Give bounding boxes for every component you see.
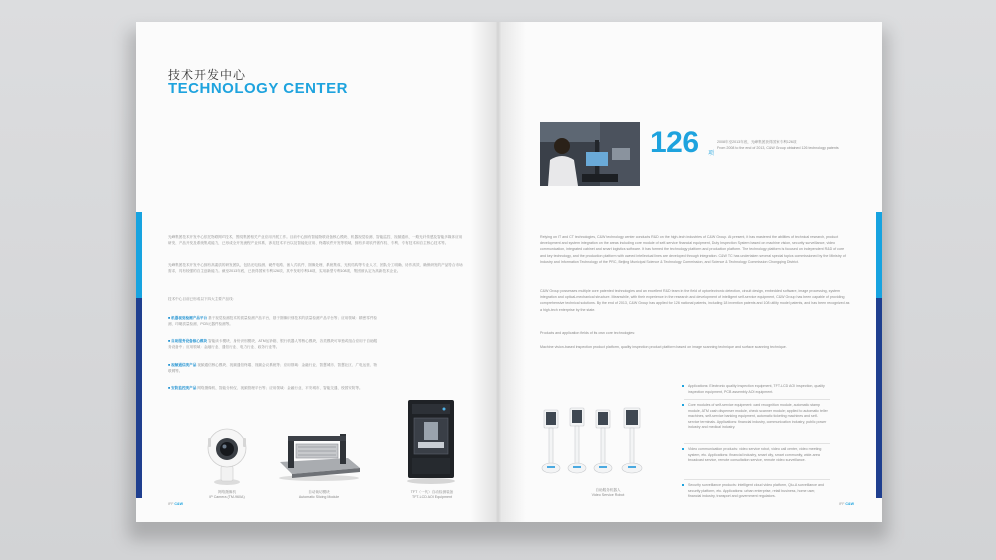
product-caption-cn: TFT（一代）自动检测装备	[410, 490, 454, 494]
product-caption-en: IP Camera (TM-960A)	[209, 495, 245, 499]
english-paragraph-4: Machine vision-based inspection product platform, quality inspection product platform based on image scanning technique and surface scanning technique.	[540, 345, 787, 349]
patent-unit: 项	[708, 151, 715, 157]
application-list-item	[688, 403, 828, 431]
bullet-heading: ■ 视频通信类产品	[168, 363, 197, 367]
patent-description-en: From 2008 to the end of 2013, C&W Group obtained 126 technology patents	[717, 145, 839, 150]
page-number: IFF	[168, 502, 174, 506]
english-paragraph-3: Products and application fields of its own core technologies:	[540, 331, 636, 335]
product-caption	[382, 490, 482, 500]
patent-description	[717, 140, 867, 151]
slicing-module-icon	[274, 428, 364, 482]
bullet-dot	[682, 448, 684, 450]
application-text: Applications: Electronic quality inspection equipment, TFT-LCD AOI inspection, quality inspection equipment, PCB assembly AOI equipment.	[688, 384, 825, 394]
intro-paragraph-3: 技术中心目前已形成以下四大主要产品线：	[168, 297, 237, 301]
left-page	[136, 22, 498, 522]
right-page	[498, 22, 882, 522]
bullet-dot	[682, 484, 684, 486]
bullet-heading: ■ 自助服务设备核心模块	[168, 339, 208, 343]
right-accent-bar-dark	[876, 298, 882, 498]
english-paragraph-2: C&W Group possesses multiple core patented technologies and an excellent R&D team in the field of optoelectronic detection, circuit design, embedded software, image processing, system integration and optical-mechanical structure. Meanwhile, with their experience in the research and development of intelligent self-service equipment, C&W Group has been capable of providing comprehensive technical solutions. By the end of 2013, C&W Group has applied for 126 national patents, including 18 invention patents and 108 utility model patents, and has been recognized as a high-tech enterprise by the state.	[540, 289, 850, 312]
left-accent-bar	[136, 212, 142, 298]
product-caption-en: Automatic Slicing Module	[298, 495, 340, 499]
bullet-text: 视频通信核心模块、视频通信终端、视频会议系统等；应用领域：金融行业、智慧城市、智慧社区、广电运营、物联网等。	[168, 363, 378, 373]
divider	[684, 399, 830, 400]
left-accent-bar-dark	[136, 298, 142, 498]
bullet-dot	[682, 385, 684, 387]
application-list-item	[688, 447, 828, 464]
bullet-item	[168, 385, 378, 391]
service-robot-image	[538, 406, 658, 480]
patent-count: 126	[650, 126, 699, 159]
application-text: Core modules of self-service equipment: card recognition module, automatic stamp module, ATM cash dispenser module, check scanner module; applied to automatic teller machines, self-service banking equipment, automatic ticketing machines and self-service terminals. Applications: financial industry, communication industry, public power industry and medical industry.	[688, 403, 828, 429]
english-paragraph-1: Relying on IT and CT technologies, C&W technology center conducts R&D on the high-tech industries of C&W Group. At present, it has mastered the abilities of technical research, product development and system integration on the areas including core module of self-service financial equipment, Duty Inspection System based on machine vision, security surveillance, video communication, integrated cabinet and smart logistics software. It has formed the technology platform and production platform. The technology platform is focused on independent R&D of core and key technology, and the production platform with owned intellectual lines are developed through integration. C&W TC has undertaken several special topics commissioned by the Ministry of Industry and Information Technology of the PRC, Beijing Municipal Science & Technology Commission, and Science & Technology Commission Chongqing District.	[540, 235, 846, 264]
application-text: Security surveillance products: intelligent cloud video platform, Qiu-A surveillance and security platform, etc. Applications: urban enterprise, retail business, home user, financial industry, transport and government regulators.	[688, 483, 825, 498]
right-footer	[839, 502, 854, 506]
divider	[684, 443, 830, 444]
bullet-text: 智能读卡模块、身份识别模块、ATM运钞箱、银行机器人等核心模块，各类模块可单独或组合应用于自助服务设备中；应用领域：金融行业、通信行业、电力行业、政务行业等。	[168, 339, 378, 349]
product-caption-en: TFT-LCD AOI Equipment	[412, 495, 452, 499]
right-accent-bar	[876, 212, 882, 298]
page-title-en: TECHNOLOGY CENTER	[168, 80, 348, 97]
ip-camera-image	[204, 426, 250, 486]
product-caption	[177, 490, 277, 500]
bullet-heading: ■ 安防监控类产品	[168, 386, 197, 390]
lab-photo-icon	[540, 122, 640, 186]
bullet-item	[168, 362, 378, 374]
application-list-item	[688, 483, 828, 500]
intro-paragraph-2: 光峰集团技术开发中心拥有高素质的研发团队，包括光电检测、硬件电路、嵌入式软件、图像处理、系统集成、光机结构等专业人才，团队分工明确、协作高效，确保研发的产品符合市场需求，具有较强的自主创新能力。截至2013年底，已获得国家专利126项，其中发明专利18项，实用新型专利108项，集团被认定为高新技术企业。	[168, 263, 463, 274]
application-list-item	[688, 384, 828, 395]
page-title-cn: 技术开发中心	[168, 68, 247, 82]
robot-caption-cn: 自助服务机器人	[595, 488, 621, 492]
aoi-equipment-image	[404, 398, 458, 484]
footer-brand: C&W	[174, 502, 183, 506]
product-caption	[269, 490, 369, 500]
bullet-item	[168, 315, 378, 327]
ip-camera-icon	[204, 426, 250, 486]
bullet-item	[168, 338, 378, 350]
lab-photo	[540, 122, 640, 186]
intro-paragraph-1: 光峰集团技术开发中心依托物联网IT技术，围绕集团相关产业应用开展工作。目前中心拥有智能物联设备核心模块、机器视觉检测、智能监控、视频通讯、一路光纤传感及智能多媒体应用研发、产品开发及系统集成能力，已形成全开发流程产业体系，涉足技术平台以及智能化应用、终端软件开发等领域，拥有多项软件著作权、专利、专有技术和自主核心技术等。	[168, 235, 463, 246]
patent-description-cn: 2008年至2013年底，光峰集团获得国家专利126项	[717, 140, 797, 144]
service-robot-icon	[538, 406, 658, 480]
left-footer	[168, 502, 183, 506]
bullet-text: 基于视觉检测技术的质量检测产品平台，基于图像识别技术的质量检测产品平台等；应用领域：精密零件检测、印刷质量检测、PCB元器件检测等。	[168, 316, 378, 326]
footer-brand: C&W	[845, 502, 854, 506]
bullet-text: 网络摄像机、智能分析仪、视频管理平台等；应用领域：金融行业、平安城市、智能交通、校园安防等。	[197, 386, 363, 390]
application-text: Video communication products: video service robot, video call center, video meeting system, etc. Applications: financial industry, smart city, smart community, wide-area broadcast service, remote consultation service, remote video surveillance.	[688, 447, 822, 462]
divider	[684, 479, 830, 480]
robot-caption	[558, 488, 658, 498]
product-caption-cn: 网络摄像机	[218, 490, 236, 494]
bullet-dot	[682, 404, 684, 406]
bullet-heading: ■ 机器视觉检测产品平台	[168, 316, 208, 320]
aoi-equipment-icon	[404, 398, 458, 484]
slicing-module-image	[274, 428, 364, 482]
robot-caption-en: Video Service Robot	[591, 493, 625, 497]
product-caption-cn: 自动裁切模块	[308, 490, 330, 494]
page-number: IFF	[839, 502, 845, 506]
